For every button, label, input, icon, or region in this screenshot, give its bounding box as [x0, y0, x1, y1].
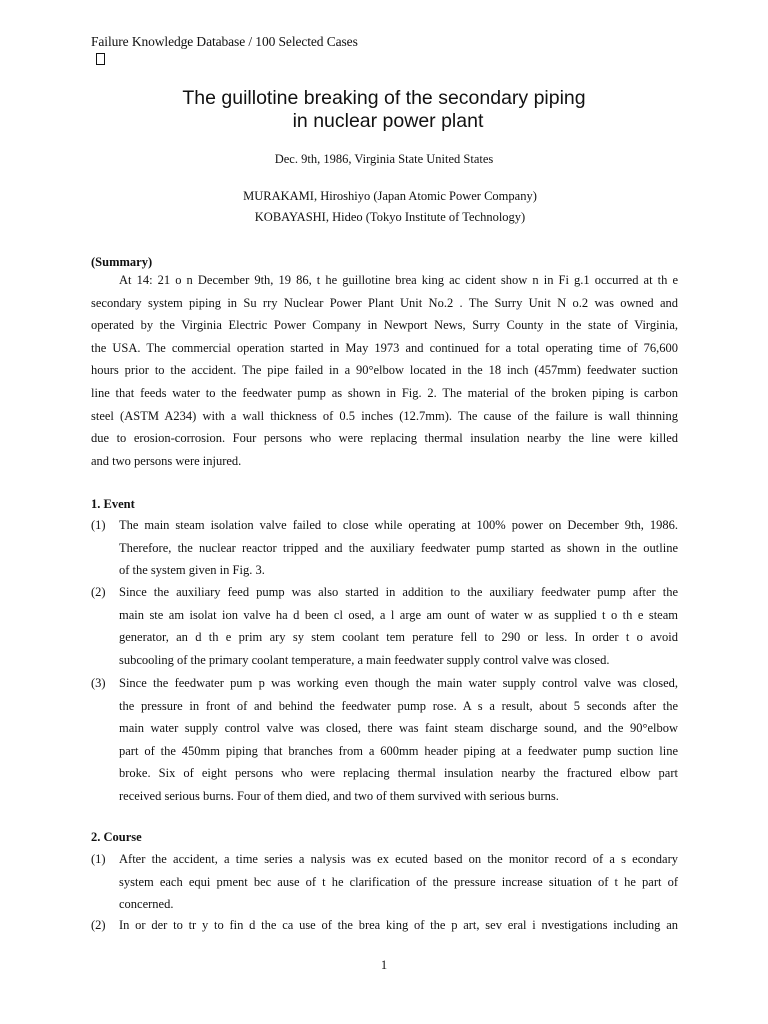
page-number: 1 — [380, 958, 388, 972]
course-item-line: system each equi pment bec ause of t he clarification of the pressure increase situation of t he part of — [119, 874, 678, 889]
event-item-line: broke. Six of eight persons who were replacing thermal insulation nearby the fractured elbow part — [119, 766, 678, 781]
course-item-line: In or der to tr y to fin d the ca use of the brea king of the p art, sev eral i nvestigations including an — [119, 918, 678, 932]
summary-line: due to erosion-corrosion. Four persons who were replacing thermal insulation nearby the line were killed — [91, 431, 678, 446]
event-item-line: The main steam isolation valve failed to close while operating at 100% power on December 9th, 1986. — [119, 518, 678, 532]
event-item-line: the pressure in front of and behind the feedwater pump rose. A s a result, about 5 seconds after the — [119, 698, 678, 713]
event-item-3 — [119, 672, 678, 808]
summary-line: At 14: 21 o n December 9th, 19 86, t he guillotine brea king ac cident show n in Fi g.1 occurred at th e — [119, 273, 678, 287]
event-item-line: part of the 450mm piping that branches from a 600mm header piping at a feedwater pump suction line — [119, 743, 678, 758]
event-item-line: Since the auxiliary feed pump was also started in addition to the auxiliary feedwater pump after the — [119, 585, 678, 599]
summary-paragraph — [91, 269, 678, 472]
event-item-line: main ste am isolat ion valve ha d been cl osed, a l arge am ount of water w as supplied t o th e steam — [119, 607, 678, 622]
course-heading: 2. Course — [91, 830, 142, 844]
event-item-line: received serious burns. Four of them died, and two of them survived with serious burns. — [119, 788, 559, 803]
event-item-1 — [119, 514, 678, 582]
title-line-1: The guillotine breaking of the secondary piping — [182, 87, 586, 109]
summary-line: line that feeds water to the feedwater pump as shown in Fig. 2. The material of the broken piping is carbon — [91, 385, 678, 400]
event-item-line: Therefore, the nuclear reactor tripped and the auxiliary feedwater pump started as shown in the outline — [119, 540, 678, 555]
event-item-number: (1) — [91, 518, 106, 532]
summary-line: the USA. The commercial operation started in May 1973 and continued for a total operating time of 76,600 — [91, 340, 678, 355]
course-item-2 — [119, 914, 678, 937]
course-item-line: After the accident, a time series a nalysis was ex ecuted based on the monitor record of a s econdary — [119, 852, 678, 866]
summary-line: steel (ASTM A234) with a wall thickness of 0.5 inches (12.7mm). The cause of the failure is wall thinning — [91, 408, 678, 423]
event-item-line: generator, an d th e prim ary sy stem coolant tem perature fell to 290 or less. In order t o avoid — [119, 630, 678, 645]
summary-line: and two persons were injured. — [91, 453, 242, 468]
event-item-line: of the system given in Fig. 3. — [119, 563, 265, 578]
author-2: KOBAYASHI, Hideo (Tokyo Institute of Technology) — [254, 210, 526, 224]
course-item-line: concerned. — [119, 897, 174, 912]
course-item-1 — [119, 848, 678, 916]
event-item-line: Since the feedwater pum p was working even though the main water supply control valve was closed, — [119, 676, 678, 690]
course-item-number: (2) — [91, 918, 106, 932]
event-heading: 1. Event — [91, 497, 135, 511]
summary-heading: (Summary) — [91, 255, 153, 269]
event-item-number: (2) — [91, 585, 106, 599]
event-item-line: subcooling of the primary coolant temperature, a main feedwater supply control valve was closed. — [119, 652, 610, 667]
summary-line: secondary system piping in Su rry Nuclear Power Plant Unit No.2 . The Surry Unit N o.2 was owned and — [91, 295, 678, 310]
placeholder-box-glyph — [96, 53, 105, 65]
course-item-number: (1) — [91, 852, 106, 866]
document-title — [0, 87, 768, 133]
event-item-number: (3) — [91, 676, 106, 690]
date-location: Dec. 9th, 1986, Virginia State United States — [274, 152, 494, 166]
event-item-2 — [119, 581, 678, 671]
running-header: Failure Knowledge Database / 100 Selected Cases — [91, 34, 358, 49]
summary-line: hours prior to the accident. The pipe failed in a 90°elbow located in the 18 inch (457mm) feedwater suction — [91, 363, 678, 378]
title-line-2: in nuclear power plant — [292, 110, 484, 132]
event-item-line: main water supply control valve was closed, there was faint steam discharge sound, and the 90°elbow — [119, 721, 678, 736]
author-1: MURAKAMI, Hiroshiyo (Japan Atomic Power Company) — [243, 189, 537, 203]
summary-line: operated by the Virginia Electric Power Company in Newport News, Surry County in the state of Virginia, — [91, 318, 678, 333]
